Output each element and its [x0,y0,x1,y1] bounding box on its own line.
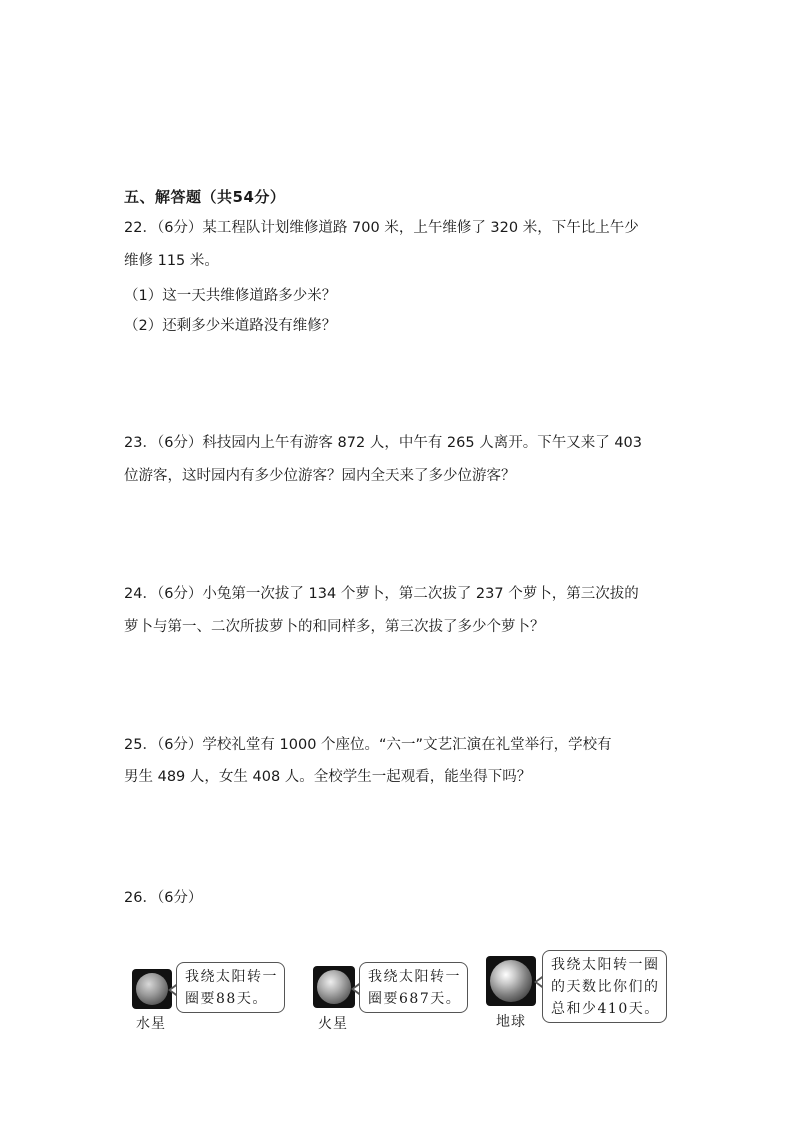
q23-line1: 23．（6分）科技园内上午有游客 872 人，中午有 265 人离开。下午又来了 403 [124,435,642,451]
earth-bubble-line2: 的天数比你们的 [551,979,660,995]
mercury-bubble-line1: 我绕太阳转一 [185,969,278,985]
earth-bubble-line3: 总和少410天。 [551,1001,660,1017]
earth-label: 地球 [496,1014,526,1030]
mercury-bubble-line2: 圈要88天。 [185,991,268,1007]
mars-speech-bubble [359,962,468,1013]
mars-image [313,966,355,1008]
mars-bubble-line2: 圈要687天。 [368,991,462,1007]
q22-sub2: （2）还剩多少米道路没有维修？ [124,318,337,334]
earth-icon [490,960,532,1002]
q22-line2: 维修 115 米。 [124,253,219,269]
earth-image [486,956,536,1006]
section-heading: 五、解答题（共54分） [124,188,286,206]
q22-line1: 22．（6分）某工程队计划维修道路 700 米，上午维修了 320 米，下午比上午少 [124,220,639,236]
mercury-speech-bubble [176,962,285,1013]
mars-bubble-line1: 我绕太阳转一 [368,969,461,985]
q25-line2: 男生 489 人，女生 408 人。全校学生一起观看，能坐得下吗？ [124,769,532,785]
mercury-image [132,969,172,1009]
q23-line2: 位游客，这时园内有多少位游客？园内全天来了多少位游客？ [124,468,516,484]
q22-sub1: （1）这一天共维修道路多少米？ [124,288,337,304]
earth-bubble-line1: 我绕太阳转一圈 [551,957,660,973]
q24-line1: 24．（6分）小兔第一次拔了 134 个萝卜，第二次拔了 237 个萝卜，第三次拔的 [124,586,639,602]
mercury-label: 水星 [136,1016,166,1032]
q26-line1: 26．（6分） [124,890,203,906]
mercury-icon [136,973,168,1005]
q25-line1: 25．（6分）学校礼堂有 1000 个座位。“六一”文艺汇演在礼堂举行，学校有 [124,737,612,753]
earth-speech-bubble [542,950,667,1023]
q24-line2: 萝卜与第一、二次所拔萝卜的和同样多，第三次拔了多少个萝卜？ [124,619,545,635]
mars-label: 火星 [318,1016,348,1032]
mars-icon [317,970,351,1004]
